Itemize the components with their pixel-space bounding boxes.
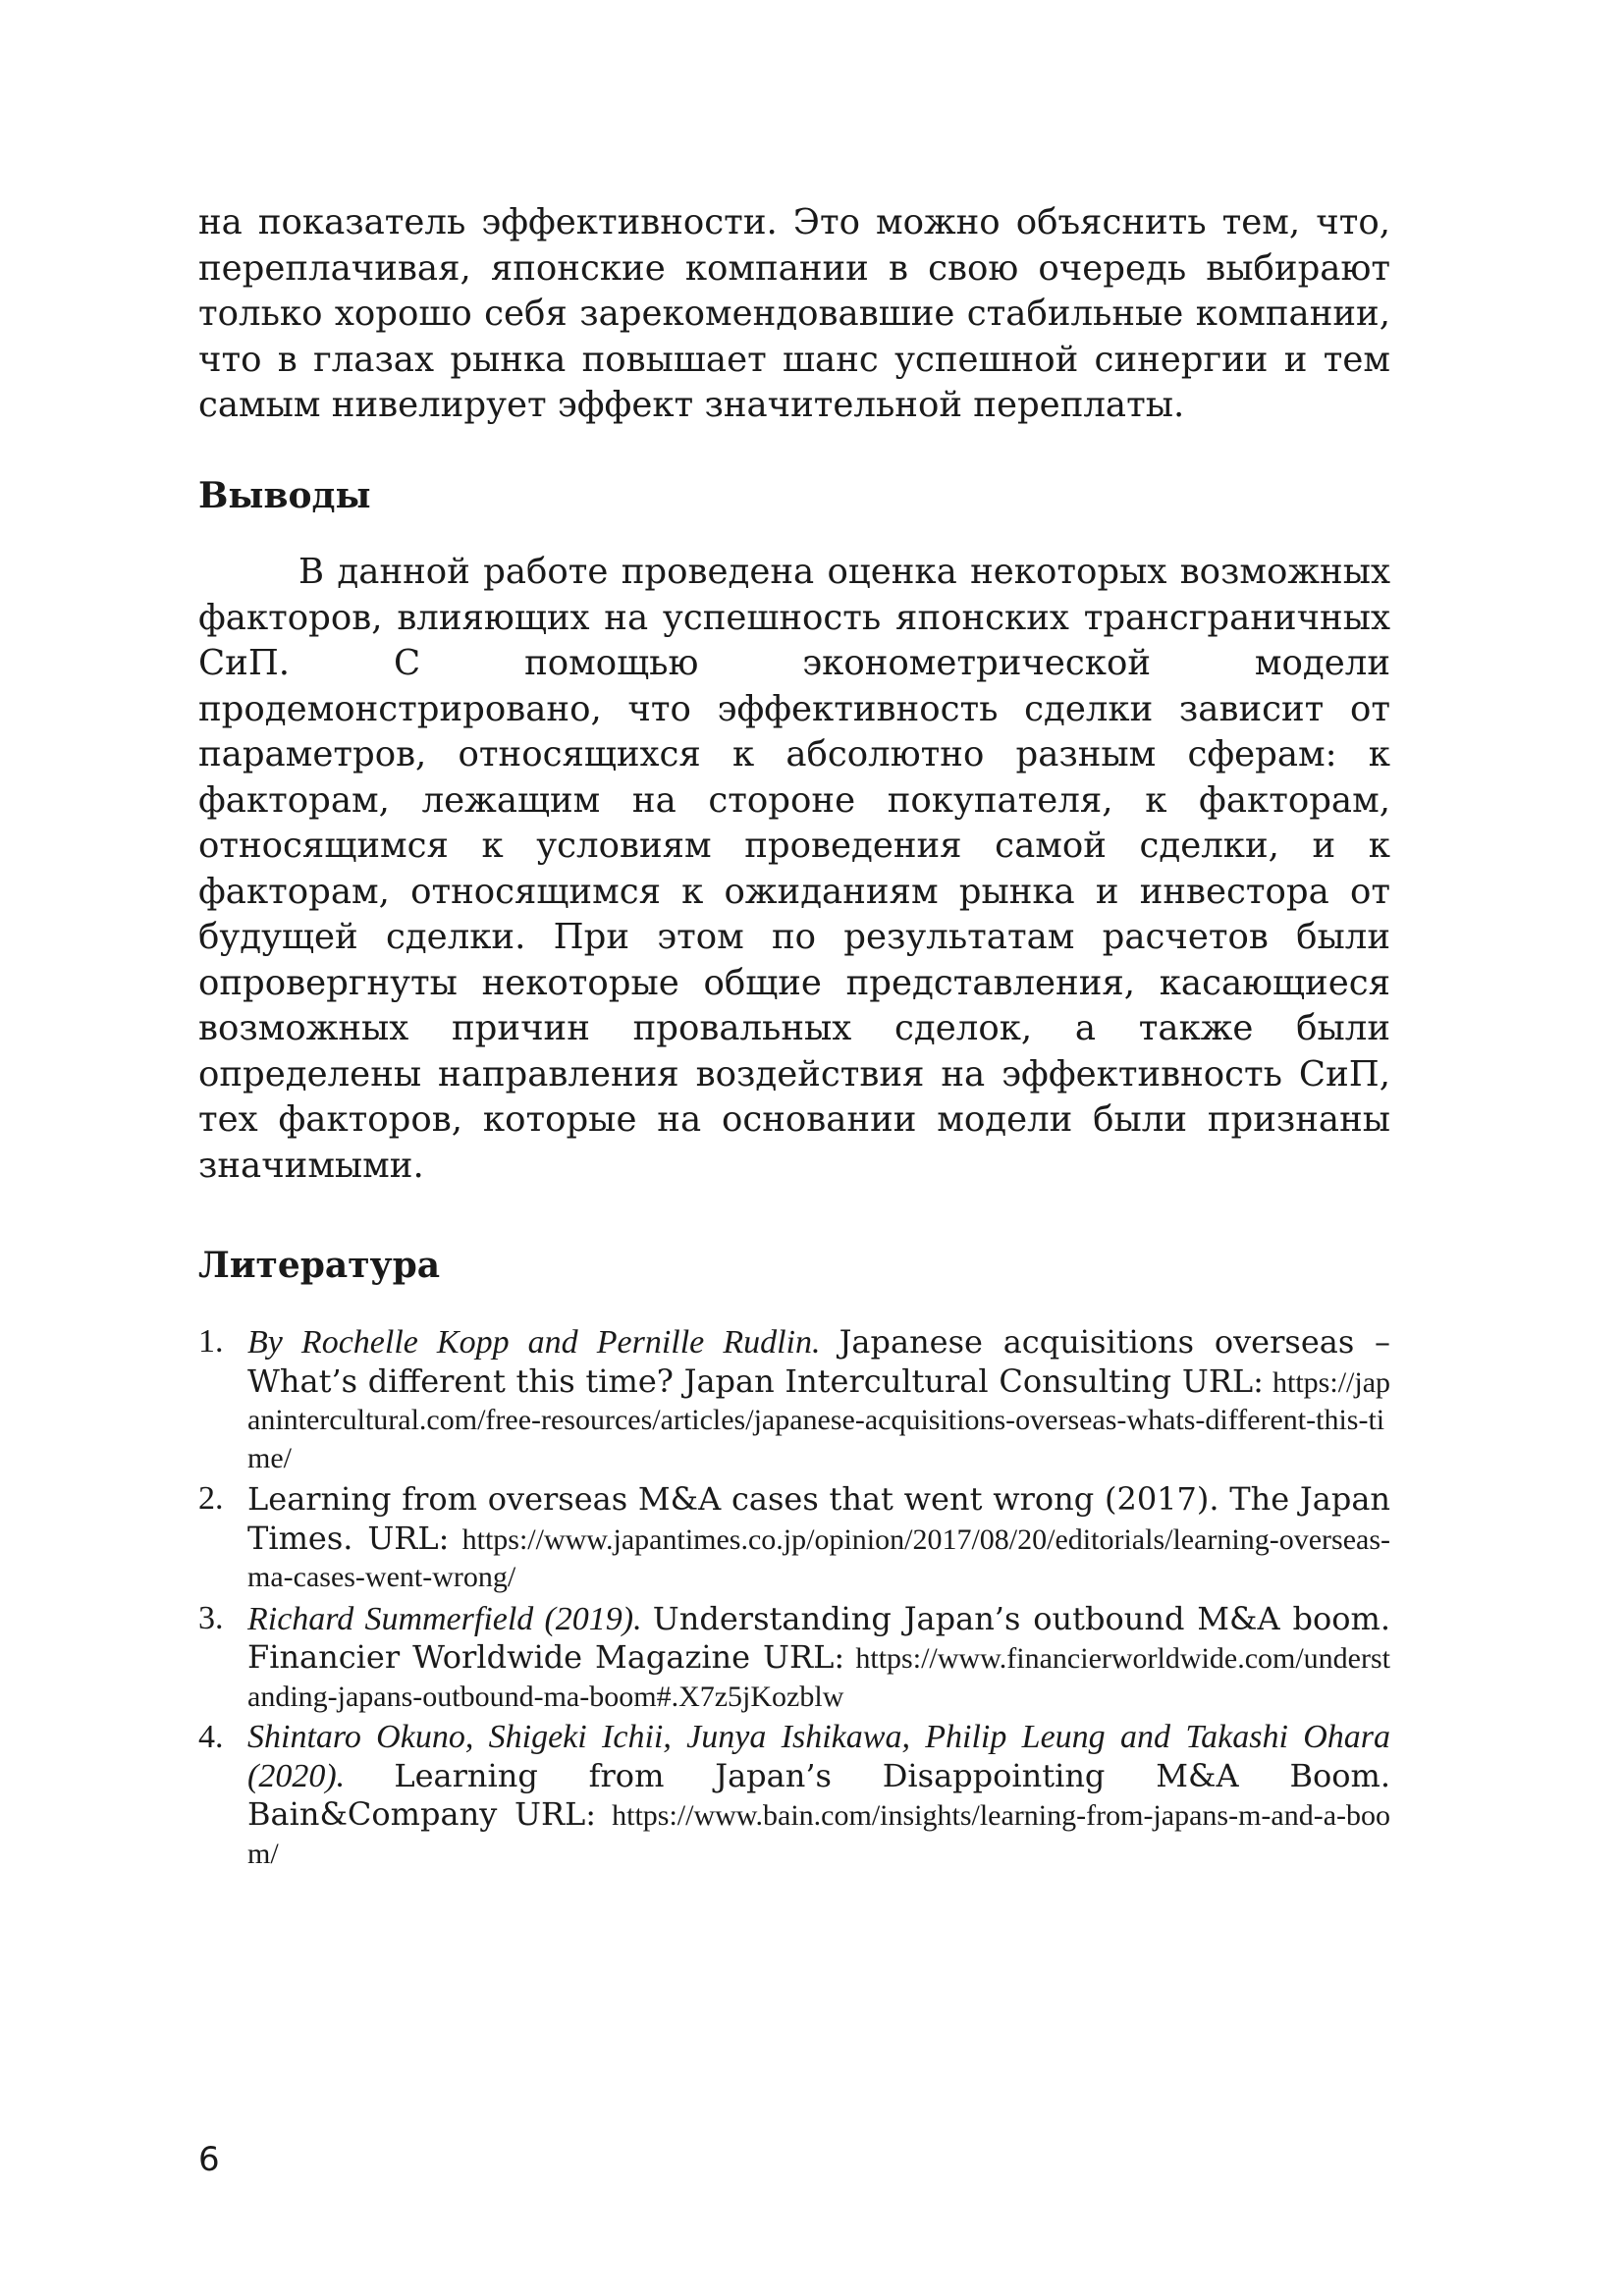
reference-url[interactable]: https://www.japantimes.co.jp/opinion/2017/08/20/editorials/learning-overseas-ma-cases-went-wrong/ (247, 1522, 1391, 1593)
reference-title: Learning from overseas M&A cases that went wrong (2017). The Japan Times. URL: (247, 1480, 1390, 1557)
reference-number: 1. (198, 1323, 224, 1360)
reference-item (198, 1719, 1390, 1872)
reference-item (198, 1600, 1390, 1716)
reference-item (198, 1323, 1390, 1476)
reference-number: 3. (198, 1599, 224, 1636)
reference-number: 4. (198, 1719, 224, 1755)
section-heading-literature: Литература (198, 1245, 441, 1286)
section-heading-conclusions: Выводы (198, 475, 371, 516)
reference-authors: Shintaro Okuno, Shigeki Ichii, Junya Ishikawa, Philip Leung and Takashi Ohara (2020). (247, 1719, 1390, 1794)
reference-item (198, 1480, 1390, 1596)
reference-list (198, 1323, 1390, 1872)
reference-title: Learning from Japan’s Disappointing M&A Boom. Bain&Company URL: (247, 1756, 1391, 1833)
reference-authors: By Rochelle Kopp and Pernille Rudlin. (247, 1324, 821, 1361)
reference-title: Understanding Japan’s outbound M&A boom. Financier Worldwide Magazine URL: (247, 1599, 1390, 1676)
reference-number: 2. (198, 1480, 224, 1517)
reference-authors: Richard Summerfield (2019). (247, 1600, 642, 1637)
reference-url[interactable]: https://japanintercultural.com/free-resources/articles/japanese-acquisitions-overseas-whats-different-this-time/ (247, 1365, 1391, 1474)
body-paragraph: на показатель эффективности. Это можно объяснить тем, что, переплачивая, японские компании в свою очередь выбирают только хорошо себя зарекомендовавшие стабильные компании, что в глазах рынка повышает шанс успешной синергии и тем самым нивелирует эффект значительной переплаты. (198, 202, 1390, 425)
conclusions-paragraph: В данной работе проведена оценка некоторых возможных факторов, влияющих на успешность японских трансграничных СиП. С помощью эконометрической модели продемонстрировано, что эффективность сделки зависит от параметров, относящихся к абсолютно разным сферам: к факторам, лежащим на стороне покупателя, к факторам, относящимся к условиям проведения самой сделки, и к факторам, относящимся к ожиданиям рынка и инвестора от будущей сделки. При этом по результатам расчетов были опровергнуты некоторые общие представления, касающиеся возможных причин провальных сделок, а также были определены направления воздействия на эффективность СиП, тех факторов, которые на основании модели были признаны значимыми. (198, 552, 1390, 1186)
page-number: 6 (198, 2140, 220, 2179)
reference-url[interactable]: https://www.bain.com/insights/learning-from-japans-m-and-a-boom/ (247, 1799, 1391, 1870)
reference-url[interactable]: https://www.financierworldwide.com/understanding-japans-outbound-ma-boom#.X7z5jKozblw (247, 1642, 1390, 1713)
reference-title: Japanese acquisitions overseas – What’s different this time? Japan Intercultural Consulting URL: (247, 1323, 1391, 1400)
